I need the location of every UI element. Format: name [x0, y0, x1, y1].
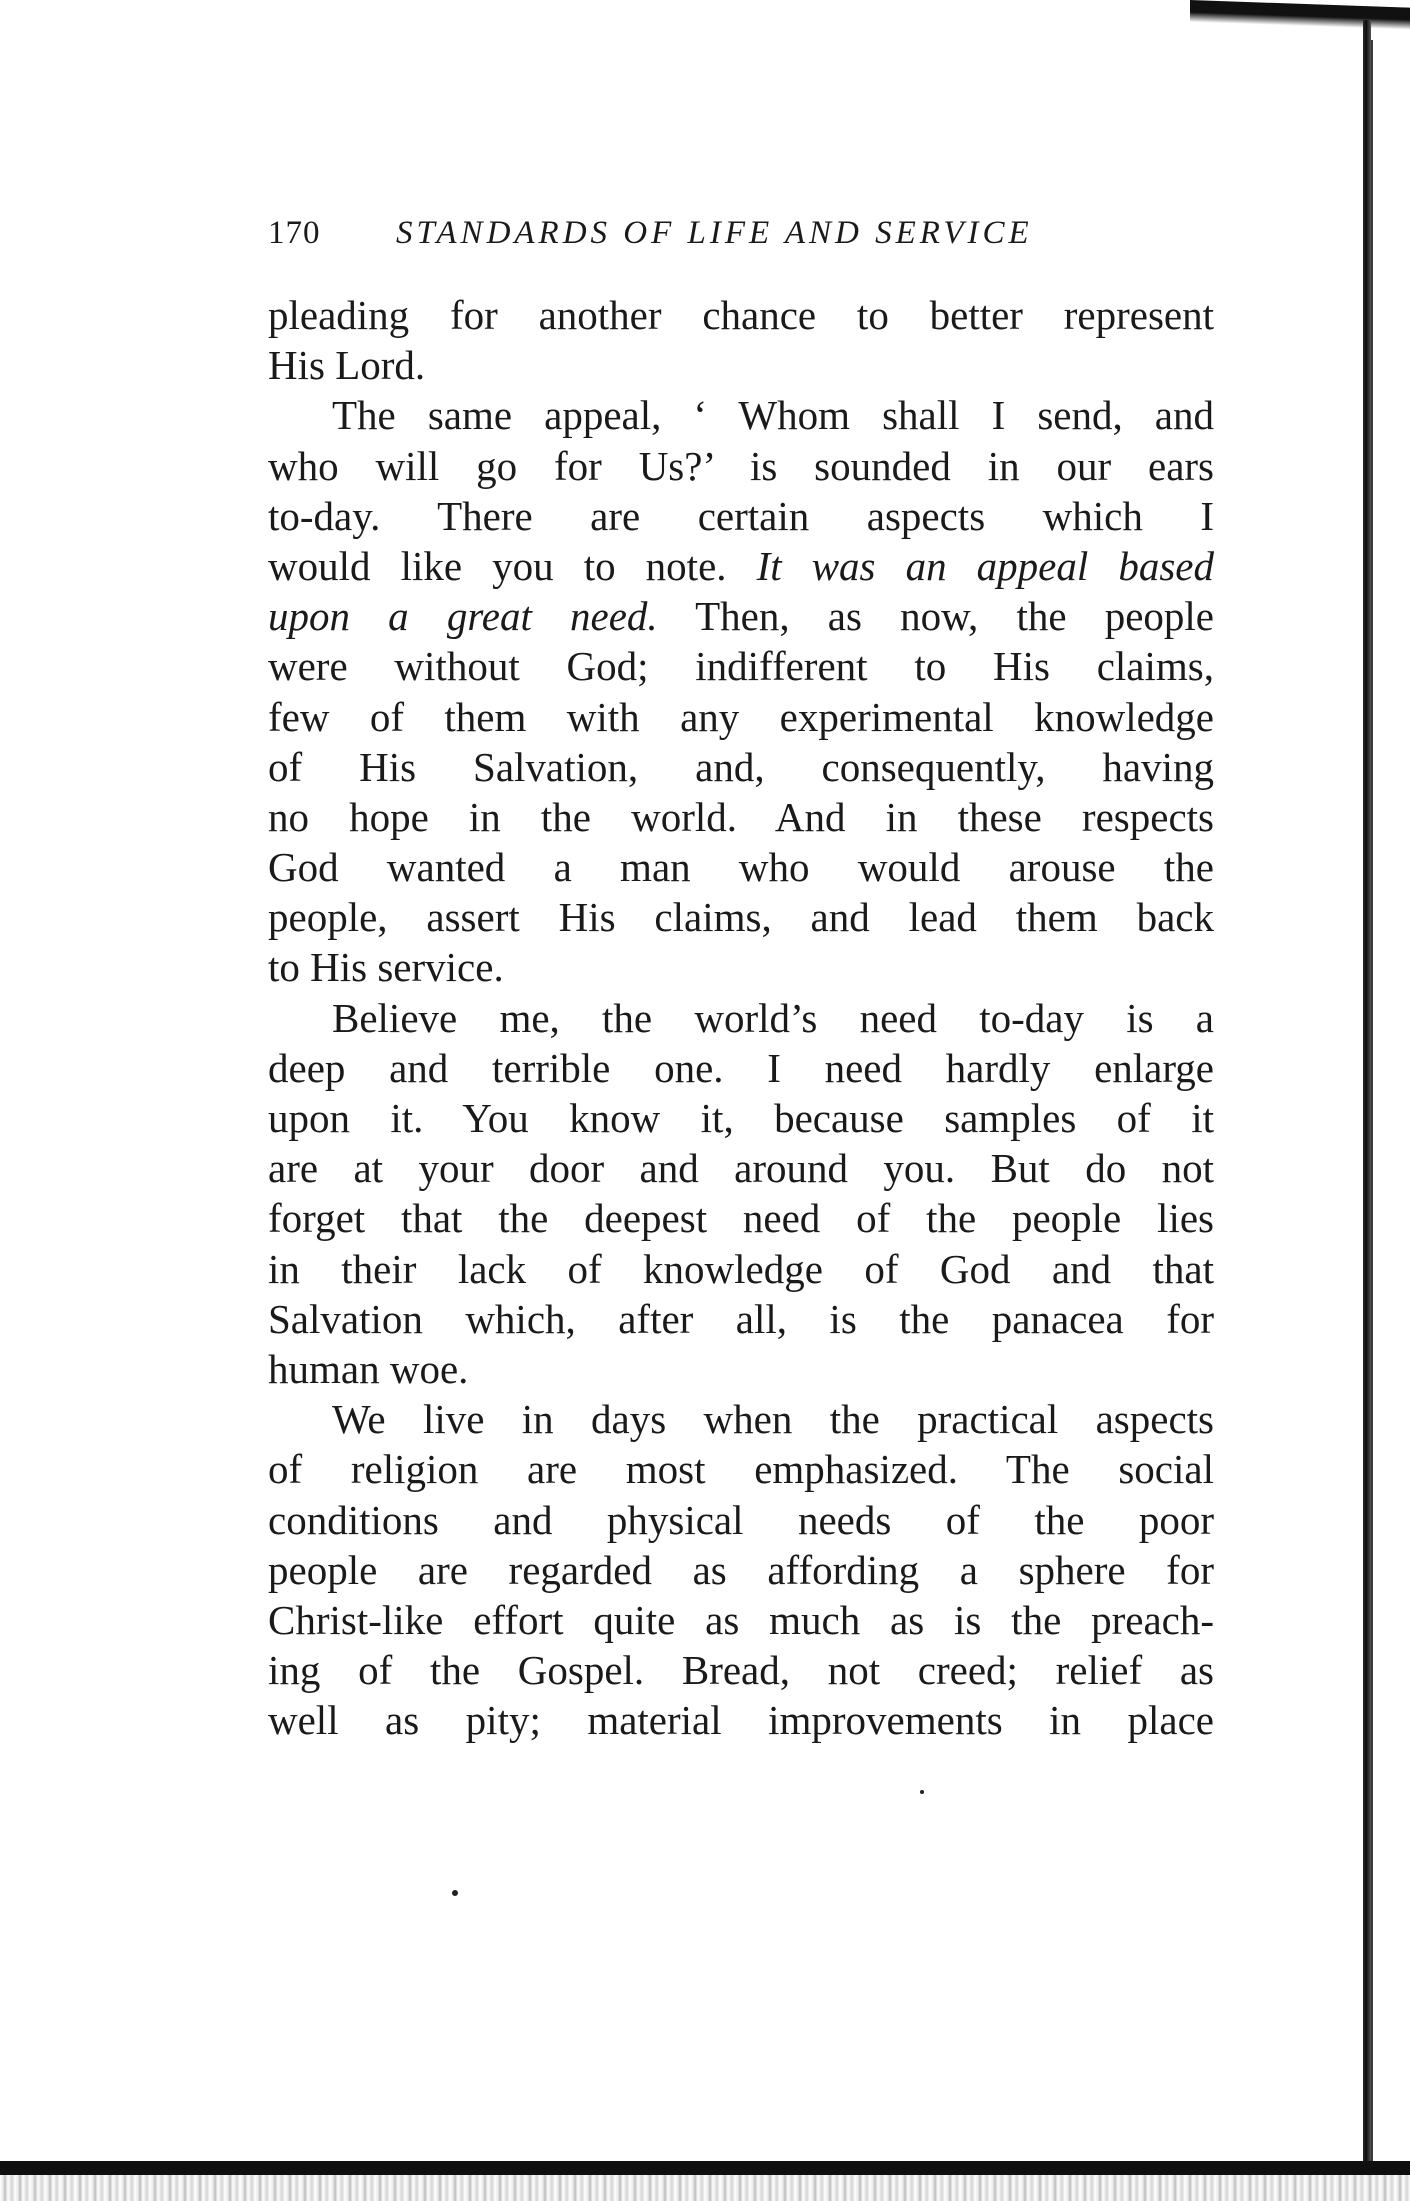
text-line: to His service. — [268, 944, 504, 991]
text-line: forget that the deepest need of the people lies — [268, 1195, 1214, 1242]
italic-emphasis: upon a great need. — [268, 593, 658, 640]
page-header — [268, 208, 1218, 258]
text-line: were without God; indifferent to His claims, — [268, 643, 1214, 690]
text-run: would like you to note. — [268, 542, 757, 589]
text-line: are at your door and around you. But do not — [268, 1145, 1214, 1192]
text-line: human woe. — [268, 1345, 469, 1392]
text-line: pleading for another chance to better represent — [268, 292, 1214, 338]
text-line: Christ-like effort quite as much as is the preach- — [268, 1596, 1214, 1643]
scan-edge-right — [1363, 20, 1371, 2165]
body-text — [268, 290, 1214, 1745]
scan-edge-bottom-noise — [0, 2175, 1410, 2201]
text-line: people, assert His claims, and lead them back — [268, 894, 1214, 941]
scan-speck — [920, 1790, 924, 1794]
text-run: Then, as now, the people — [657, 593, 1214, 640]
text-line: in their lack of knowledge of God and that — [268, 1245, 1214, 1292]
text-line: Salvation which, after all, is the panacea for — [268, 1295, 1214, 1342]
text-line: well as pity; material improvements in place — [268, 1697, 1214, 1744]
scan-edge-top — [1190, 0, 1410, 30]
text-line: no hope in the world. And in these respects — [268, 793, 1214, 840]
text-line: ing of the Gospel. Bread, not creed; relief as — [268, 1647, 1214, 1694]
scan-edge-right-margin — [1371, 40, 1410, 2165]
scan-edge-bottom — [0, 2161, 1410, 2175]
text-line: Believe me, the world’s need to-day is a — [332, 994, 1214, 1041]
scan-speck — [452, 1890, 458, 1896]
text-line: of His Salvation, and, consequently, having — [268, 743, 1214, 790]
italic-emphasis: It was an appeal based — [756, 542, 1214, 589]
text-line: few of them with any experimental knowledge — [268, 693, 1214, 740]
text-line: God wanted a man who would arouse the — [268, 844, 1214, 891]
text-line: who will go for Us?’ is sounded in our ears — [268, 442, 1214, 489]
text-line: people are regarded as affording a sphere for — [268, 1546, 1214, 1593]
text-line: deep and terrible one. I need hardly enlarge — [268, 1044, 1214, 1091]
text-line — [268, 541, 1214, 591]
text-line: His Lord. — [268, 342, 426, 389]
text-line: We live in days when the practical aspects — [332, 1396, 1214, 1443]
text-line: conditions and physical needs of the poor — [268, 1496, 1214, 1543]
text-line: upon it. You know it, because samples of it — [268, 1095, 1214, 1141]
text-line — [268, 591, 1214, 641]
text-line: The same appeal, ‘ Whom shall I send, and — [332, 392, 1214, 439]
running-head: STANDARDS OF LIFE AND SERVICE — [396, 215, 1033, 251]
text-line: to-day. There are certain aspects which I — [268, 492, 1214, 539]
text-line: of religion are most emphasized. The social — [268, 1446, 1214, 1493]
page-number: 170 — [268, 215, 321, 251]
